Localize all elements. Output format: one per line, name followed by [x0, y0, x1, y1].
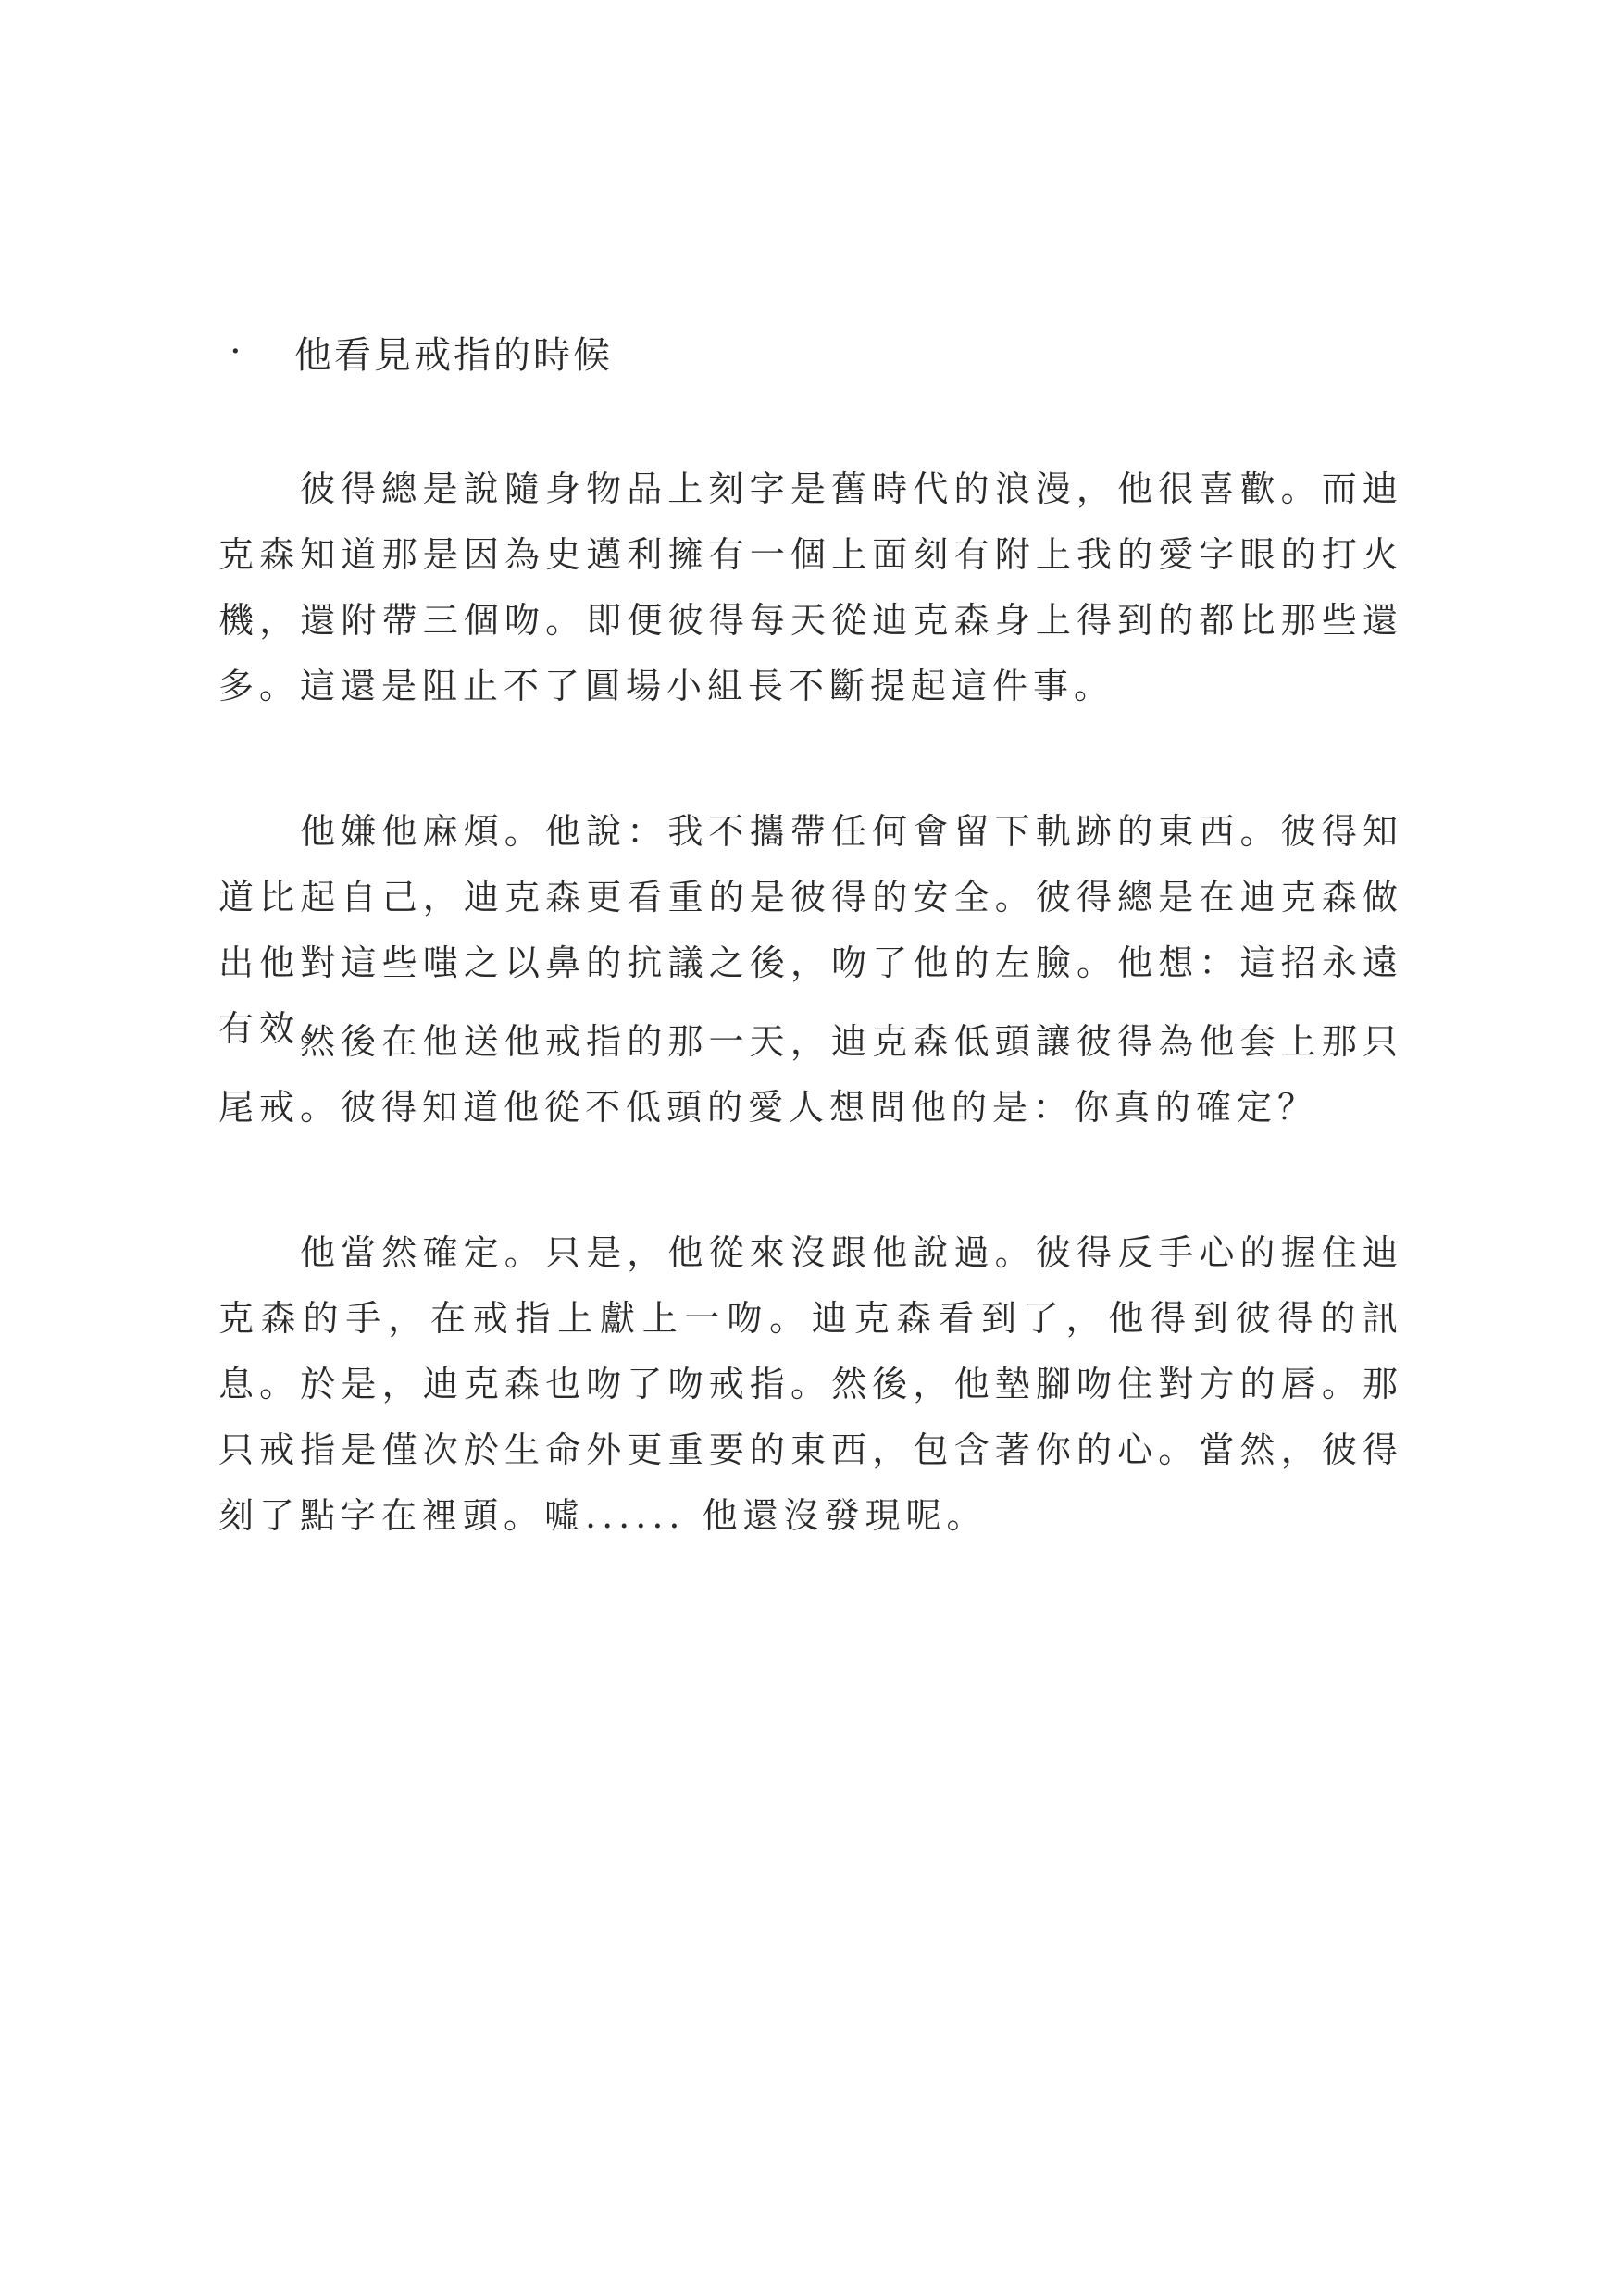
- paragraph-2: 他嫌他麻煩。他說：我不攜帶任何會留下軌跡的東西。彼得知道比起自己，迪克森更看重的是彼得的安全。彼得總是在迪克森做出他對這些嗤之以鼻的抗議之後，吻了他的左臉。他想：這招永遠有效。: [218, 811, 1403, 1049]
- bullet-icon: ·: [230, 331, 244, 373]
- section-heading: [230, 319, 613, 384]
- paragraph-1: 彼得總是說隨身物品上刻字是舊時代的浪漫，他很喜歡。而迪克森知道那是因為史邁利擁有一個上面刻有附上我的愛字眼的打火機，還附帶三個吻。即便彼得每天從迪克森身上得到的都比那些還多。這還是阻止不了圓場小組長不斷提起這件事。: [218, 468, 1403, 706]
- paragraph-4: 他當然確定。只是，他從來沒跟他說過。彼得反手心的握住迪克森的手，在戒指上獻上一吻。迪克森看到了，他得到彼得的訊息。於是，迪克森也吻了吻戒指。然後，他墊腳吻住對方的唇。那只戒指是僅次於生命外更重要的東西，包含著你的心。當然，彼得刻了點字在裡頭。噓...... 他還沒發現呢。: [218, 1232, 1403, 1536]
- paragraph-3: 然後在他送他戒指的那一天，迪克森低頭讓彼得為他套上那只尾戒。彼得知道他從不低頭的愛人想問他的是：你真的確定？: [218, 1021, 1403, 1128]
- section-title: 他看見戒指的時候: [294, 333, 613, 377]
